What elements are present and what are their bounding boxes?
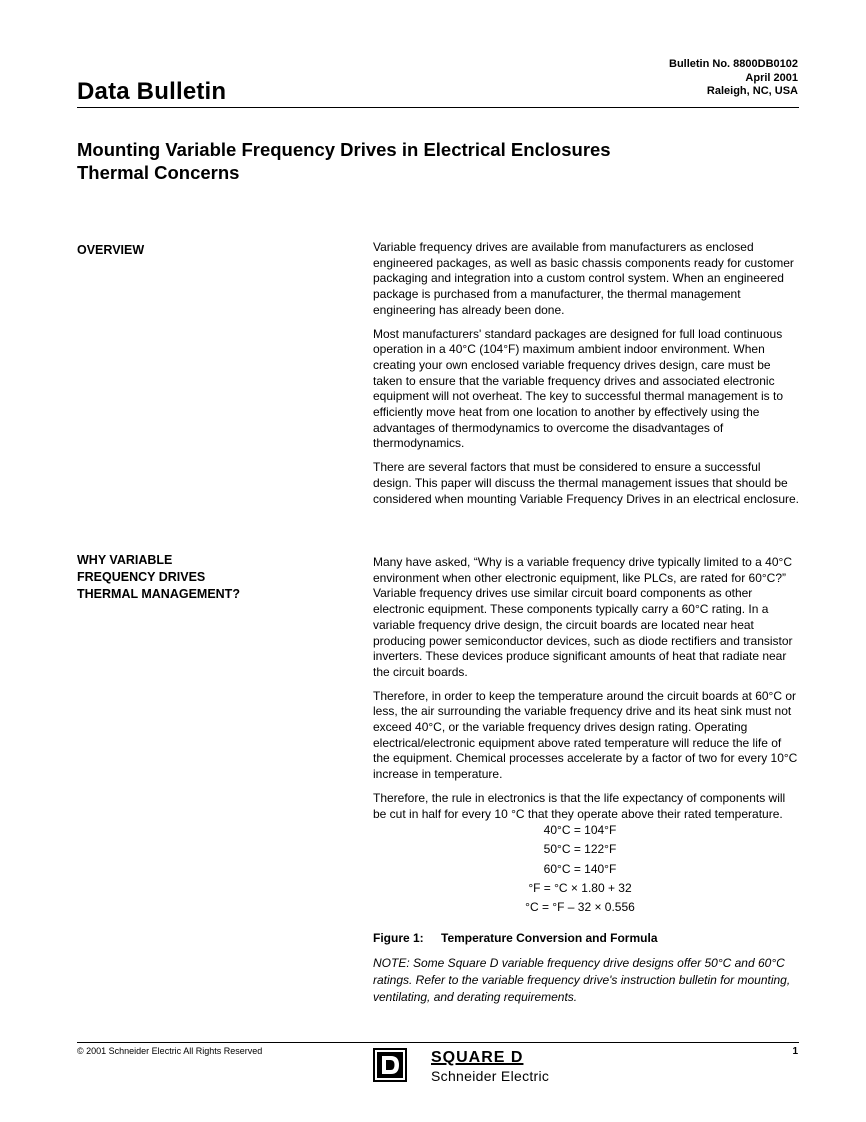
page-title-line-2: Thermal Concerns xyxy=(77,162,240,183)
formula-line: 60°C = 140°F xyxy=(543,861,617,876)
page-number: 1 xyxy=(792,1046,798,1057)
why-heading-line: WHY VARIABLE xyxy=(77,553,173,567)
footer-rule xyxy=(77,1042,799,1043)
why-paragraph: Therefore, in order to keep the temperature around the circuit boards at 60°C or less, the air surrounding the variable frequency drive and its heat sink must not exceed 40°C, or the variable frequency drives design rating. Operating electrical/electronic equipment above rated temperature will reduce the life of the equipment. Chemical processes accelerate by a factor of two for every 10°C increase in temperature. xyxy=(373,688,798,782)
copyright: © 2001 Schneider Electric All Rights Reserved xyxy=(77,1046,263,1056)
overview-paragraph: Most manufacturers' standard packages are designed for full load continuous operation in a 40°C (104°F) maximum ambient indoor environment. When creating your own enclosed variable frequency drives design, care must be taken to ensure that the variable frequency drives and associated electronic equipment will not overheat. The key to successful thermal management is to efficiently move heat from one location to another by effectively using the advantages of thermodynamics to overcome the disadvantages of thermodynamics. xyxy=(373,326,783,451)
doc-type-title: Data Bulletin xyxy=(77,78,227,105)
header-rule xyxy=(77,107,799,108)
square-d-logo-icon xyxy=(373,1048,407,1082)
why-paragraph: Therefore, the rule in electronics is that the life expectancy of components will be cut in half for every 10 °C that they operate above their rated temperature. xyxy=(373,790,786,821)
page-title-line-1: Mounting Variable Frequency Drives in Electrical Enclosures xyxy=(77,139,611,160)
overview-body xyxy=(373,240,799,515)
bulletin-number: Bulletin No. 8800DB0102 xyxy=(669,58,798,70)
figure-caption-text: Temperature Conversion and Formula xyxy=(441,931,658,945)
why-body xyxy=(373,555,799,830)
formula-line: °C = °F – 32 × 0.556 xyxy=(525,900,635,915)
brand-name: SQUARE D xyxy=(431,1049,524,1066)
overview-heading: OVERVIEW xyxy=(77,243,145,257)
brand-logo-text xyxy=(431,1049,549,1085)
why-paragraph: Many have asked, “Why is a variable frequency drive typically limited to a 40°C environment when other electronic equipment, like PLCs, are rated for 60°C?” Variable frequency drives use similar circuit board components as other electronic equipment. These components typically carry a 60°C rating. In a variable frequency drive design, the circuit boards are located near heat producing power semiconductor devices, such as diode rectifiers and transistor inverters. These devices produce significant amounts of heat that radiate near the circuit boards. xyxy=(373,555,793,679)
overview-paragraph: There are several factors that must be considered to ensure a successful design. This paper will discuss the thermal management issues that should be considered when mounting Variable Frequency Drives in an electrical enclosure. xyxy=(373,460,799,506)
formula-line: °F = °C × 1.80 + 32 xyxy=(528,880,632,895)
bulletin-info xyxy=(669,58,798,99)
bulletin-location: Raleigh, NC, USA xyxy=(706,85,798,97)
overview-paragraph: Variable frequency drives are available from manufacturers as enclosed engineered packages, as well as basic chassis components ready for customer packaging and integration into a custom control system. When an engineered package is purchased from a manufacturer, the thermal management engineering has already been done. xyxy=(373,240,794,317)
why-heading-line: THERMAL MANAGEMENT? xyxy=(77,587,240,601)
page-title xyxy=(77,138,611,184)
figure-caption xyxy=(373,931,658,945)
note-text: NOTE: Some Square D variable frequency drive designs offer 50°C and 60°C ratings. Refer to the variable frequency drive's instruction bulletin for mounting, ventilating, and derating requirements. xyxy=(373,956,791,1004)
why-heading-line: FREQUENCY DRIVES xyxy=(77,570,206,584)
temperature-formulas xyxy=(500,821,660,917)
why-heading xyxy=(77,552,240,603)
figure-number: Figure 1: xyxy=(373,931,424,945)
formula-line: 50°C = 122°F xyxy=(543,842,617,857)
brand-parent: Schneider Electric xyxy=(431,1068,550,1084)
bulletin-date: April 2001 xyxy=(745,71,798,84)
formula-line: 40°C = 104°F xyxy=(543,823,617,837)
